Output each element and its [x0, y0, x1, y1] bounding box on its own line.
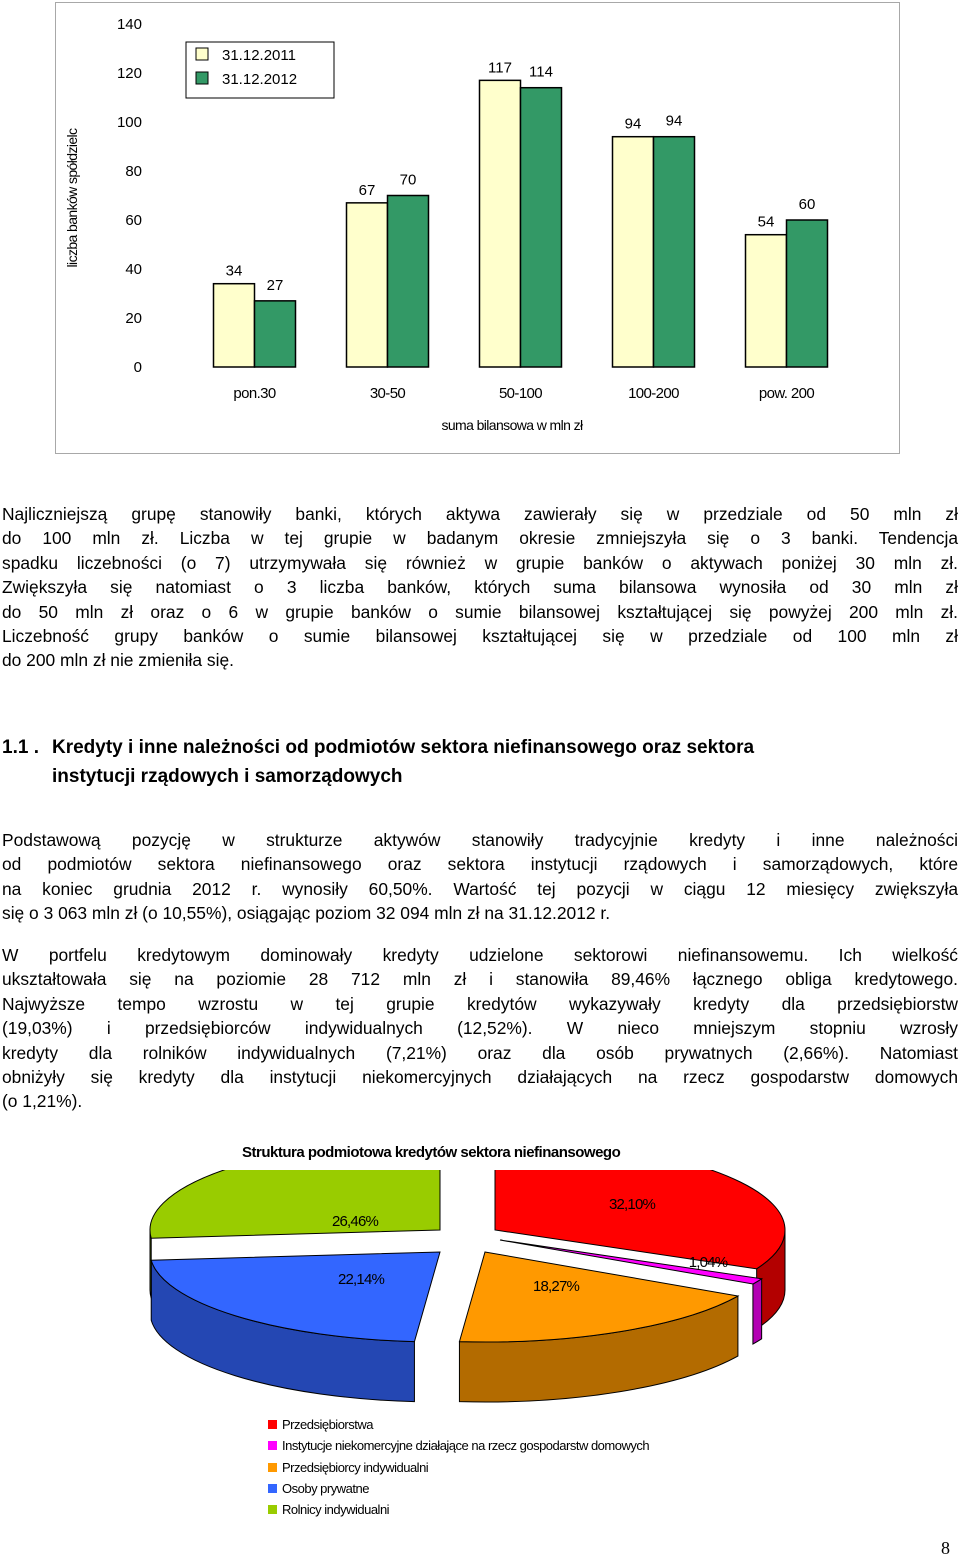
- text-line: Liczebność grupy banków o sumie bilansowej kształtującej się w przedziale od 100 mln zł: [2, 626, 958, 647]
- section-title-line2: instytucji rządowych i samorządowych: [52, 766, 403, 787]
- text-line: na koniec grudnia 2012 r. wynosiły 60,50%. Wartość tej pozycji w ciągu 12 miesięcy zwiększyła: [2, 878, 958, 899]
- text-line: Najliczniejszą grupę stanowiły banki, których aktywa zawierały się w przedziale od 50 mln zł: [2, 504, 958, 524]
- legend-label: Instytucje niekomercyjne działające na rzecz gospodarstw domowych: [282, 1438, 650, 1454]
- legend-item: [268, 1435, 649, 1456]
- section-number: 1.1 .: [2, 737, 39, 758]
- x-category-label: 30-50: [369, 385, 406, 402]
- pie-slice-label: 18,27%: [532, 1278, 580, 1295]
- pie-chart: [0, 1170, 960, 1433]
- y-tick-label: 60: [125, 212, 142, 229]
- legend-label: Osoby prywatne: [282, 1481, 369, 1497]
- bar-chart: [0, 0, 960, 460]
- bar: [746, 235, 787, 367]
- text-line: Najwyższe tempo wzrostu w tej grupie kredytów wykazywały kredyty dla przedsiębiorstw: [2, 993, 958, 1014]
- legend-item: [268, 1478, 649, 1499]
- text-line: W portfelu kredytowym dominowały kredyty udzielone sektorowi niefinansowemu. Ich wielkość: [2, 945, 958, 965]
- text-line: od podmiotów sektora niefinansowego oraz sektora instytucji rządowych i samorządowych, które: [2, 854, 958, 875]
- legend-item: [268, 1457, 649, 1478]
- bar: [255, 301, 296, 367]
- text-line: się o 3 063 mln zł (o 10,55%), osiągając poziom 32 094 mln zł na 31.12.2012 r.: [2, 903, 611, 924]
- bar-value-label: 54: [757, 213, 775, 231]
- text-line: ukształtowała się na poziomie 28 712 mln zł i stanowiła 89,46% łącznego obliga kredytowego.: [2, 969, 958, 990]
- pie-chart-title: Struktura podmiotowa kredytów sektora niefinansowego: [242, 1144, 621, 1161]
- text-line: (19,03%) i przedsiębiorców indywidualnych (12,52%). W nieco mniejszym stopniu wzrosły: [2, 1018, 958, 1039]
- x-axis-label: suma bilansowa w mln zł: [441, 417, 583, 433]
- bar: [654, 137, 695, 367]
- section-title-line1: Kredyty i inne należności od podmiotów sektora niefinansowego oraz sektora: [52, 737, 755, 758]
- bar-value-label: 94: [624, 115, 642, 133]
- pie-slice-side: [753, 1279, 762, 1344]
- paragraph-credit-portfolio: [2, 943, 958, 1114]
- legend-label: Przedsiębiorcy indywidualni: [282, 1459, 429, 1475]
- pie-slice-label: 1,04%: [688, 1254, 728, 1271]
- section-heading: [2, 733, 754, 791]
- y-tick-label: 100: [116, 114, 142, 131]
- bar: [613, 137, 654, 367]
- y-tick-label: 0: [133, 359, 142, 376]
- pie-slice-label: 26,46%: [331, 1213, 379, 1230]
- pie-slice-label: 22,14%: [337, 1271, 385, 1288]
- text-line: obniżyły się kredyty dla instytucji niekomercyjnych działających na rzecz gospodarstw domowych: [2, 1067, 958, 1088]
- text-line: spadku liczebności (o 7) utrzymywała się również w grupie banków o aktywach poniżej 30 mln zł.: [2, 552, 958, 573]
- legend-swatch: [268, 1420, 277, 1429]
- text-line: do 50 mln zł oraz o 6 w grupie banków o sumie bilansowej kształtującej się powyżej 200 mln zł.: [2, 601, 958, 622]
- pie-slice: [495, 1170, 785, 1269]
- text-line: do 100 mln zł. Liczba w tej grupie w badanym okresie zmniejszyła się o 3 banki. Tendencja: [2, 528, 958, 549]
- bar-value-label: 27: [266, 276, 284, 294]
- legend-label: Rolnicy indywidualni: [282, 1502, 390, 1518]
- page-number: 8: [941, 1538, 950, 1558]
- text-line: kredyty dla rolników indywidualnych (7,21%) oraz dla osób prywatnych (2,66%). Natomiast: [2, 1042, 958, 1063]
- paragraph-bank-groups: [2, 502, 958, 673]
- legend-label: 31.12.2012: [222, 71, 298, 88]
- x-category-label: 50-100: [498, 385, 543, 402]
- bar-value-label: 67: [358, 181, 376, 199]
- legend-swatch: [196, 72, 208, 84]
- bar: [388, 196, 429, 368]
- legend-swatch: [268, 1505, 277, 1514]
- y-tick-label: 80: [125, 163, 142, 180]
- bar-value-label: 34: [225, 262, 243, 280]
- legend-label: Przedsiębiorstwa: [282, 1417, 373, 1433]
- text-line: Zwiększyła się natomiast o 3 liczba banków, których suma bilansowa wynosiła od 30 mln zł: [2, 577, 958, 598]
- x-category-label: pon.30: [233, 385, 276, 402]
- bar-value-label: 94: [665, 112, 683, 130]
- bar-value-label: 114: [529, 63, 553, 81]
- legend-swatch: [196, 48, 208, 60]
- bar-chart-ylabel: liczba banków spółdzielc: [64, 128, 80, 268]
- bar: [347, 203, 388, 367]
- bar-value-label: 70: [399, 171, 417, 189]
- text-line: Podstawową pozycję w strukturze aktywów stanowiły tradycyjnie kredyty i inne należności: [2, 830, 958, 850]
- legend-item: [268, 1499, 649, 1520]
- pie-slice-side: [150, 1230, 151, 1298]
- bar: [521, 88, 562, 367]
- paragraph-credit-position: [2, 828, 958, 926]
- text-line: (o 1,21%).: [2, 1091, 83, 1112]
- text-line: do 200 mln zł nie zmieniła się.: [2, 650, 234, 671]
- bar-value-label: 117: [488, 59, 512, 77]
- legend-label: 31.12.2011: [222, 47, 296, 64]
- legend-swatch: [268, 1441, 277, 1450]
- pie-slice: [150, 1170, 440, 1238]
- y-tick-label: 40: [125, 261, 142, 278]
- legend-swatch: [268, 1463, 277, 1472]
- bar: [214, 284, 255, 367]
- y-tick-label: 140: [116, 16, 142, 33]
- bar: [480, 80, 521, 367]
- y-tick-label: 120: [116, 65, 142, 82]
- pie-chart-legend: [268, 1414, 649, 1520]
- pie-slice-label: 32,10%: [608, 1196, 656, 1213]
- x-category-label: 100-200: [628, 385, 679, 402]
- bar: [787, 220, 828, 367]
- bar-value-label: 60: [798, 196, 816, 213]
- legend-swatch: [268, 1484, 277, 1493]
- y-tick-label: 20: [125, 310, 142, 327]
- legend-item: [268, 1414, 649, 1435]
- x-category-label: pow. 200: [758, 385, 815, 402]
